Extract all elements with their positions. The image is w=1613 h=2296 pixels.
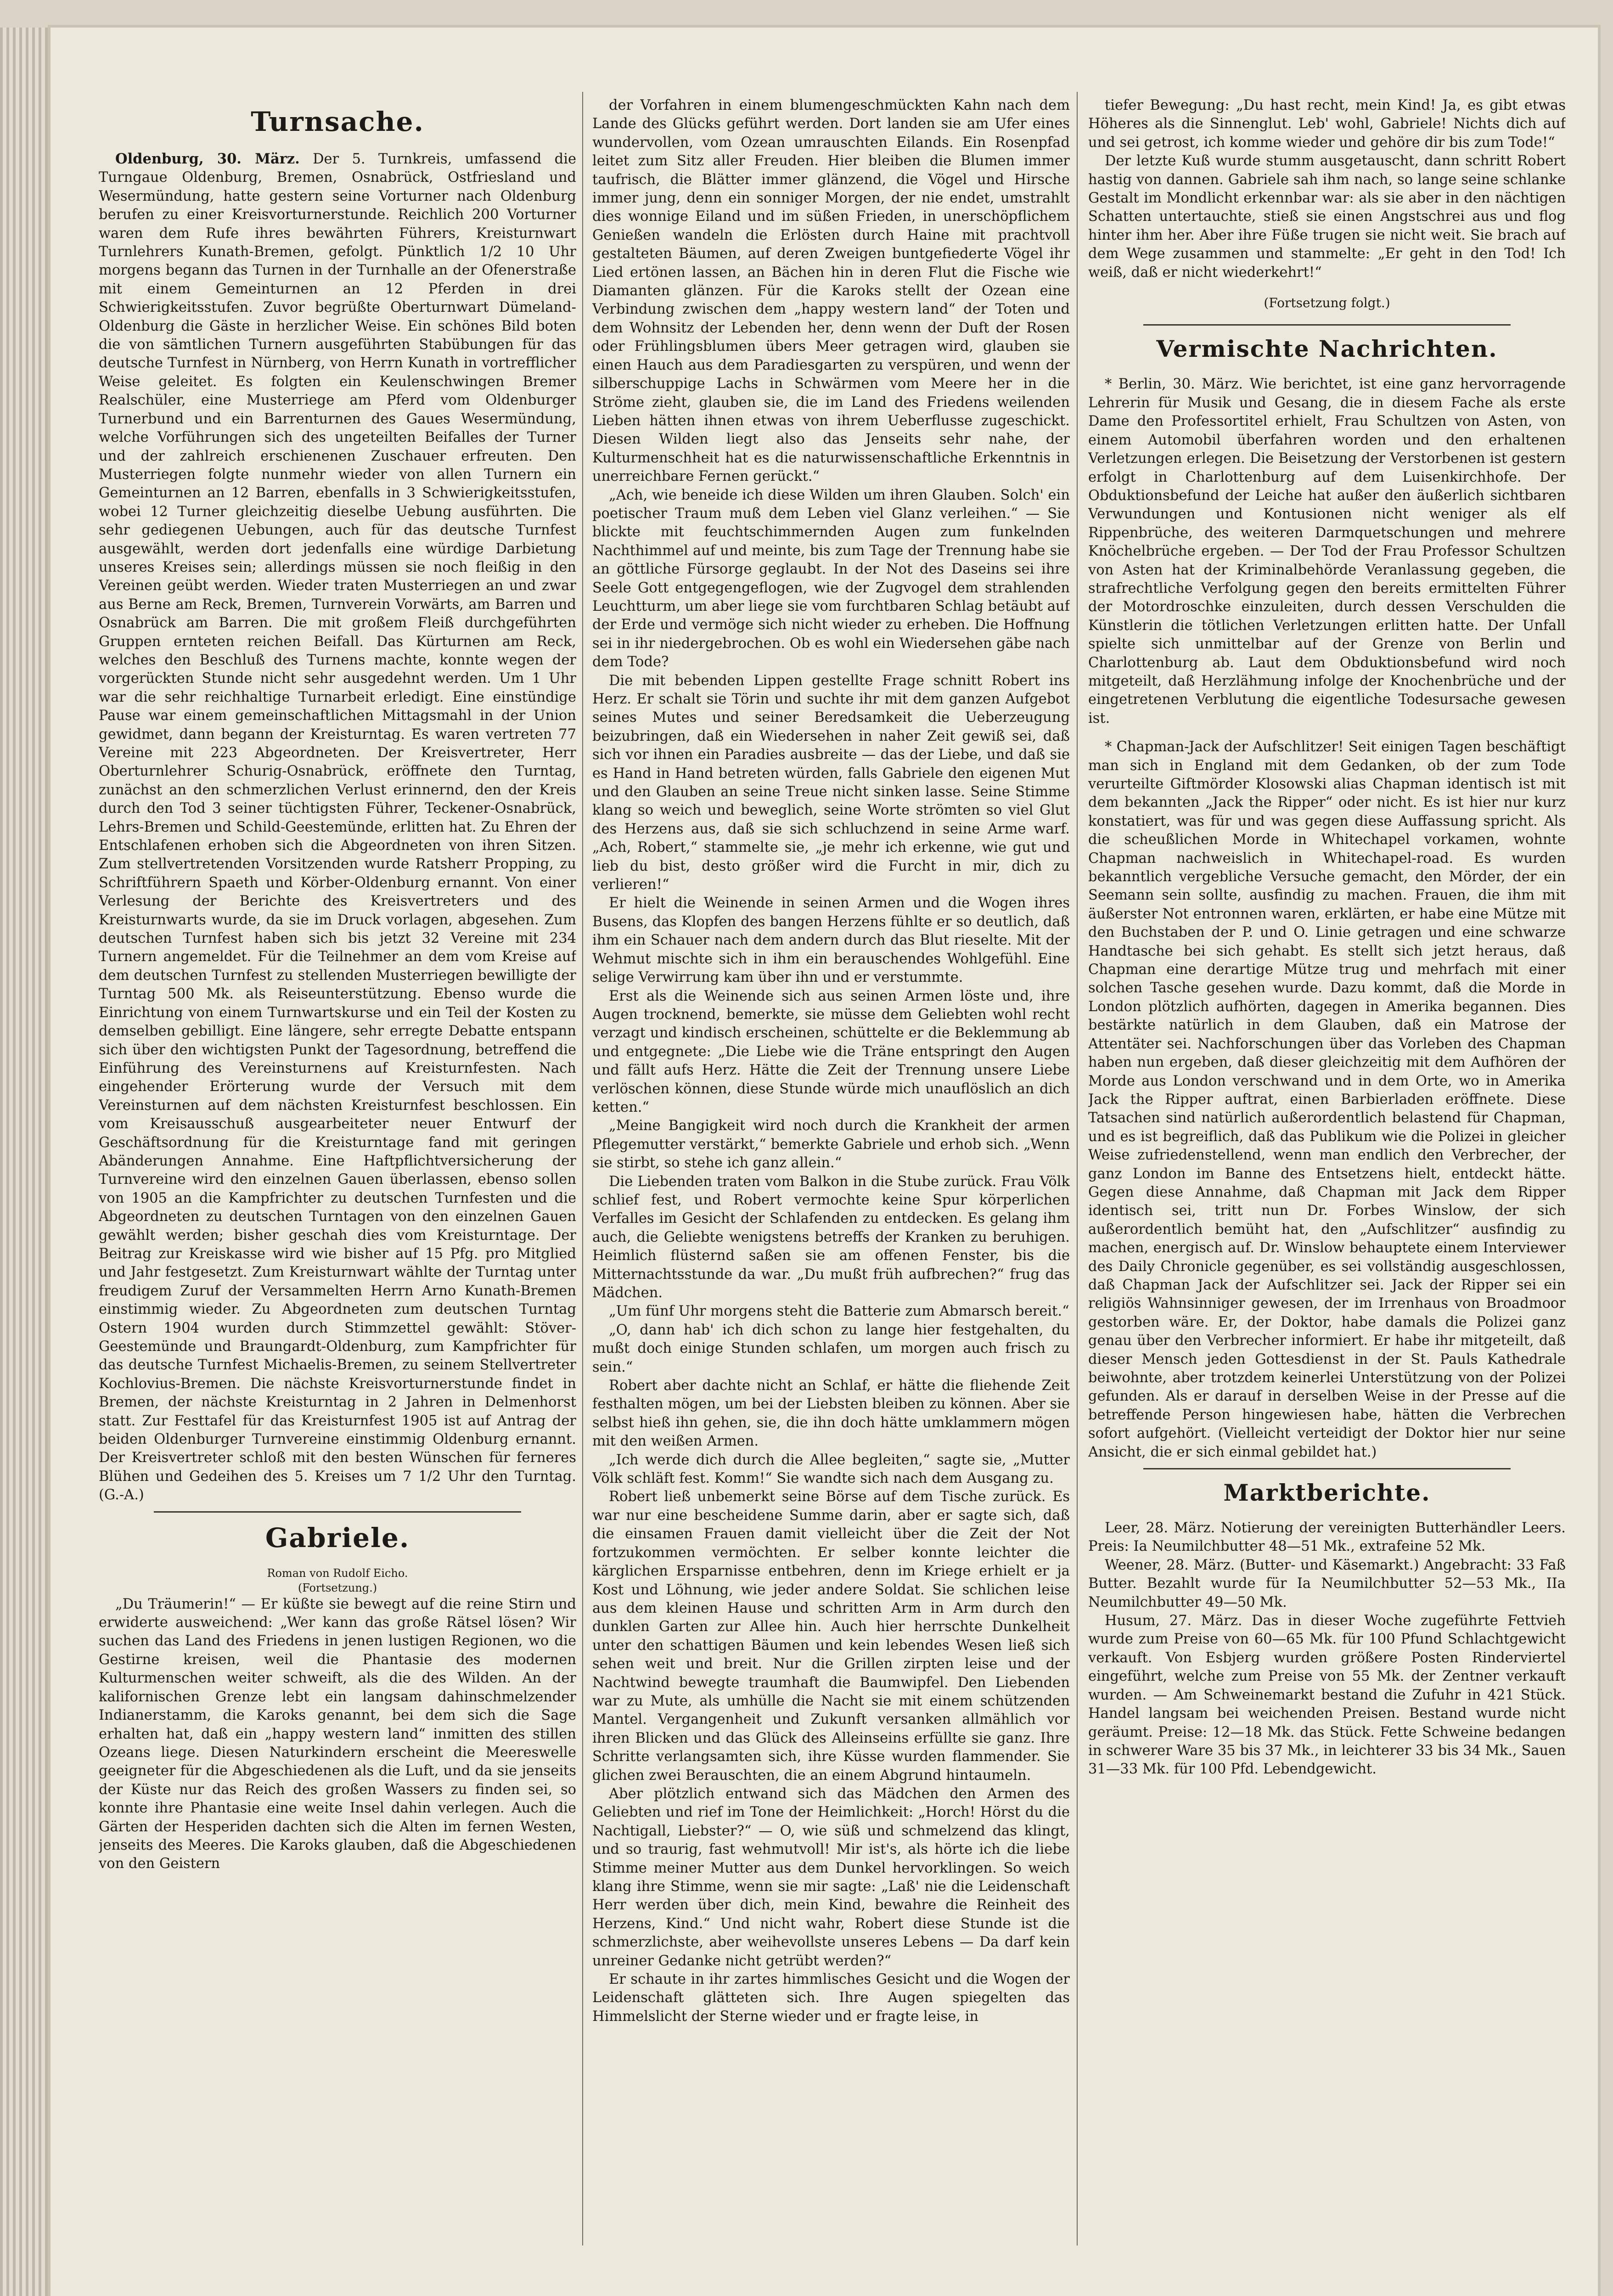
column-rule xyxy=(1077,92,1078,2245)
section-title-marktberichte: Marktberichte. xyxy=(1223,1479,1431,1507)
page-stack-edge xyxy=(0,28,51,2296)
serial-paragraph: „Ach, wie beneide ich diese Wilden um ihren Glauben. Solch' ein poetischer Traum muß dem Leben viel Glanz verleihen.“ — Sie blickte mit feuchtschimmernden Augen zum funkelnden Nachthimmel auf und meinte, bis zum Tage der Trennung habe sie an göttliche Fürsorge geglaubt. In der Not des Daseins sei ihre Seele Gott entgegengeflogen, wie der Zugvogel dem strahlenden Leuchtturm, um aber liege sie vom furchtbaren Schlag betäubt auf der Erde und vermöge sich nicht wieder zu erheben. Die Hoffnung sei in ihr niedergebrochen. Ob es wohl ein Wiedersehen gäbe nach dem Tode? xyxy=(592,487,1070,670)
serial-subtitle: Roman von Rudolf Eicho. xyxy=(267,1566,408,1580)
serial-paragraph: „Um fünf Uhr morgens steht die Batterie zum Abmarsch bereit.“ xyxy=(609,1303,1069,1320)
serial-paragraph: Der letzte Kuß wurde stumm ausgetauscht, dann schritt Robert hastig von dannen. Gabriele sah ihm nach, so lange seine schlanke Gestalt im Mondlicht erkennbar war: als sie aber in den nächtigen Schatten untertauchte, stieß sie einen Angstschrei aus und flog hinter ihm her. Aber ihre Füße trugen sie nicht weit. Sie brach auf dem Wege zusammen und stammelte: „Er geht in den Tod! Ich weiß, daß er nicht wiederkehrt!“ xyxy=(1088,153,1566,281)
serial-paragraph: „Du Träumerin!“ — Er küßte sie bewegt auf die reine Stirn und erwiderte ausweichend: „Wer kann das große Rätsel lösen? Wir suchen das Land des Friedens in jenen lustigen Regionen, wo die Gestirne kreisen, weil die Phantasie des modernen Kulturmenschen weiter schweift, als die des Wilden. An der kalifornischen Grenze lebt ein langsam dahinschmelzender Indianerstamm, die Karoks genannt, bei dem sich die Sage erhalten hat, daß ein „happy western land“ inmitten des stillen Ozeans liege. Diesen Naturkindern erscheint die Meereswelle geeigneter für die Abgeschiedenen als die Luft, und da sie jenseits der Küste nur das Reich des großen Wassers zu finden sei, so konnte ihre Phantasie eine weite Insel dahin verlegen. Auch die Gärten der Hesperiden dachten sich die Alten im fernen Westen, jenseits des Meeres. Die Karoks glauben, daß die Abgeschiedenen von den Geistern xyxy=(99,1596,576,1872)
serial-paragraph: Die Liebenden traten vom Balkon in die Stube zurück. Frau Völk schlief fest, und Robert vermochte keine Spur körperlichen Verfalles im Gesicht der Schlafenden zu entdecken. Es gelang ihm auch, die Geliebte wenigstens betreffs der Kranken zu beruhigen. Heimlich flüsternd saßen sie am offenen Fenster, bis die Mitternachtsstunde da war. „Du mußt früh aufbrechen?“ frug das Mädchen. xyxy=(592,1173,1070,1301)
market-item-weener: Weener, 28. März. (Butter- und Käsemarkt.) Angebracht: 33 Faß Butter. Bezahlt wurde für Ia Neumilchbutter 52—53 Mk., IIa Neumilchbutter 49—50 Mk. xyxy=(1088,1557,1566,1610)
serial-paragraph: Er schaute in ihr zartes himmlisches Gesicht und die Wogen der Leidenschaft glätteten sich. Ihre Augen spiegelten das Himmelslicht der Sterne wieder und er fragte leise, in xyxy=(592,1971,1070,2025)
separator xyxy=(1143,324,1511,326)
serial-title-gabriele: Gabriele. xyxy=(265,1522,410,1553)
separator xyxy=(1143,1468,1511,1469)
section-title-vermischte: Vermischte Nachrichten. xyxy=(1156,335,1498,363)
column-1 xyxy=(99,106,576,2241)
news-item-berlin: * Berlin, 30. März. Wie berichtet, ist eine ganz hervorragende Lehrerin für Musik und Gesang, die in diesem Fache als erste Dame den Professortitel erhielt, Frau Schultzen von Asten, von einem Automobil überfahren worden und den erhaltenen Verletzungen erlegen. Die Beisetzung der Verstorbenen ist gestern erfolgt in Charlottenburg auf dem Luisenkirchhofe. Der Obduktionsbefund der Leiche hat außer den äußerlich sichtbaren Verwundungen und Kontusionen nicht weniger als elf Rippenbrüche, des weiteren Darmquetschungen und mehrere Knöchelbrüche ergeben. — Der Tod der Frau Professor Schultzen von Asten hat der Kriminalbehörde Veranlassung gegeben, die strafrechtliche Verfolgung gegen den bereits ermittelten Führer der Motordroschke einzuleiten, durch dessen Verschulden die Künstlerin die tötlichen Verletzungen erlitten hatte. Der Unfall spielte sich unmittelbar auf der Grenze von Berlin und Charlottenburg ab. Laut dem Obduktionsbefund wird noch mitgeteilt, daß Herzlähmung infolge der Knochenbrüche und der eingetretenen Verblutung die eigentliche Todesursache gewesen ist. xyxy=(1088,376,1566,726)
turnsache-article xyxy=(99,150,576,1505)
serial-paragraph: Aber plötzlich entwand sich das Mädchen den Armen des Geliebten und rief im Tone der Heimlichkeit: „Horch! Hörst du die Nachtigall, Liebster?“ — O, wie süß und schmelzend das klingt, und so traurig, fast wehmutvoll! Mir ist's, als hörte ich die liebe Stimme meiner Mutter aus dem Dunkel hervorklingen. So weich klang ihre Stimme, wenn sie mir sagte: „Laß' nie die Leidenschaft Herr werden über dich, mein Kind, bewahre die Reinheit des Herzens, Kind.“ Und nicht wahr, Robert diese Stunde ist die schmerzlichste, aber weihevollste unseres Lebens — Da darf kein unreiner Gedanke nicht getrübt werden?“ xyxy=(592,1785,1070,1969)
serial-paragraph: Er hielt die Weinende in seinen Armen und die Wogen ihres Busens, das Klopfen des bangen Herzens fühlte er so deutlich, daß ihm ein Schauer nach dem andern durch das Blut rieselte. Mit der Wehmut mischte sich in ihm ein berauschendes Wohlgefühl. Eine selige Verwirrung kam über ihn und er verstummte. xyxy=(592,895,1070,986)
column-rule xyxy=(582,92,583,2245)
serial-paragraph: Die mit bebenden Lippen gestellte Frage schnitt Robert ins Herz. Er schalt sie Törin und suchte ihr mit dem ganzen Aufgebot seines Mutes und seiner Beredsamkeit die Ueberzeugung beizubringen, daß ein Wiedersehen in naher Zeit gewiß sei, daß sich vor ihnen ein Paradies ausbreite — das der Liebe, und daß sie es Hand in Hand betreten würden, falls Gabriele den eigenen Mut und den Glauben an seine Treue nicht sinken lasse. Seine Stimme klang so weich und beweglich, seine Worte strömten so viel Glut des Herzens aus, daß sie sich schluchzend in seine Arme warf. „Ach, Robert,“ stammelte sie, „je mehr ich erkenne, wie gut und lieb du bist, desto größer wird die Furcht in mir, dich zu verlieren!“ xyxy=(592,672,1070,893)
market-item-husum: Husum, 27. März. Das in dieser Woche zugeführte Fettvieh wurde zum Preise von 60—65 Mk. für 100 Pfund Schlachtgewicht verkauft. Von Esbjerg wurden größere Posten Rinderviertel eingeführt, welche zum Preise von 55 Mk. der Zentner verkauft wurden. — Am Schweinemarkt bestand die Zufuhr in 421 Stück. Handel langsam bei weichenden Preisen. Bestand wurde nicht geräumt. Preise: 12—18 Mk. das Stück. Fette Schweine bedangen in schwerer Ware 35 bis 37 Mk., in leichterer 33 bis 34 Mk., Sauen 31—33 Mk. für 100 Pfd. Lebendgewicht. xyxy=(1088,1613,1566,1778)
serial-paragraph: der Vorfahren in einem blumengeschmückten Kahn nach dem Lande des Glücks geführt werden. Dort landen sie am Ufer eines wundervollen, vom Ozean umrauschten Eilands. Ein Rosenpfad leitet zum Sitz aller Freuden. Hier bleiben die Blumen immer taufrisch, die Blätter immer glänzend, die Vögel und Hirsche immer jung, denn ein sonniger Morgen, der nie endet, umstrahlt dies wonnige Eiland und im süßen Frieden, in unerschöpflichem Genießen wandeln die Erlösten durch Haine mit prachtvoll gestalteten Bäumen, auf deren Zweigen buntgefiederte Vögel ihr Lied ertönen lassen, an Bächen hin in deren Flut die Fische wie Diamanten glänzen. Für die Karoks stellt der Ozean eine Verbindung zwischen dem „happy western land“ der Toten und dem Wohnsitz der Lebenden her, denn wenn der Duft der Rosen oder Frühlingsblumen übers Meer getragen wird, glauben sie einen Hauch aus dem Paradiesgarten zu verspüren, und wenn der silberschuppige Lachs in Schwärmen vom Meere her in die Ströme zieht, glauben sie, die im Land des Friedens weilenden Lieben hätten ihnen etwas von ihrem Ueberflusse zugeschickt. Diesen Wilden liegt also das Jenseits sehr nahe, der Kulturmenschheit hat es die naturwissenschaftliche Erkenntnis in unerreichbare Fernen gerückt.“ xyxy=(592,97,1070,485)
serial-paragraph: tiefer Bewegung: „Du hast recht, mein Kind! Ja, es gibt etwas Höheres als die Sinnenglut. Leb' wohl, Gabriele! Nichts dich auf und sei getrost, ich komme wieder und gehöre dir bis zum Tode!“ xyxy=(1088,97,1566,151)
section-title-turnsache: Turnsache. xyxy=(251,106,424,137)
market-item-leer: Leer, 28. März. Notierung der vereinigten Butterhändler Leers. Preis: Ia Neumilchbutter 48—51 Mk., extrafeine 52 Mk. xyxy=(1088,1520,1566,1555)
serial-paragraph: Erst als die Weinende sich aus seinen Armen löste und, ihre Augen trocknend, bemerkte, sie müsse dem Geliebten wohl recht verzagt und kindisch erscheinen, schüttelte er die Beklemmung ab und entgegnete: „Die Liebe wie die Träne entspringt den Augen und fällt aufs Herz. Hätte die Zeit der Trennung unsere Liebe verlöschen können, diese Stunde würde mich unauflöslich an dich ketten.“ xyxy=(592,988,1070,1115)
serial-paragraph: „O, dann hab' ich dich schon zu lange hier festgehalten, du mußt doch einige Stunden schlafen, um morgen auch frisch zu sein.“ xyxy=(592,1322,1070,1375)
serial-paragraph: „Ich werde dich durch die Allee begleiten,“ sagte sie, „Mutter Völk schläft fest. Komm!“ Sie wandte sich nach dem Ausgang zu. xyxy=(592,1452,1070,1487)
serial-continuation-note: (Fortsetzung folgt.) xyxy=(1264,295,1390,311)
serial-paragraph: Robert ließ unbemerkt seine Börse auf dem Tische zurück. Es war nur eine bescheidene Summe darin, aber er sagte sich, daß die einsamen Frauen damit vielleicht über die Zeit der Not fortzukommen vermöchten. Er selber konnte leichter die kärglichen Ersparnisse entbehren, denn im Kriege erhielt er ja Kost und Löhnung, wie jeder andere Soldat. Sie schlichen leise aus dem kleinen Hause und schritten Arm in Arm durch den dunklen Garten zur Allee hin. Auch hier herrschte Dunkelheit unter den schattigen Bäumen und kein lebendes Wesen ließ sich sehen weit und breit. Nur die Grillen zirpten leise und der Nachtwind bewegte traumhaft die Baumwipfel. Den Liebenden war zu Mute, als umhülle die Nacht sie mit einem schützenden Mantel. Vergangenheit und Zukunft versanken allmählich vor ihren Blicken und das Glück des Alleinseins erfüllte sie ganz. Ihre Schritte verlangsamten sich, ihre Küsse wurden flammender. Sie glichen zwei Berauschten, die an einem Abgrund hintaumeln. xyxy=(592,1489,1070,1784)
serial-paragraph: Robert aber dachte nicht an Schlaf, er hätte die fliehende Zeit festhalten mögen, um bei der Liebsten bleiben zu können. Aber sie selbst hieß ihn gehen, sie, die ihn doch hätte umklammern mögen mit den weißen Armen. xyxy=(592,1378,1070,1450)
column-2 xyxy=(592,96,1070,2232)
separator xyxy=(154,1511,521,1513)
news-item-chapman: * Chapman-Jack der Aufschlitzer! Seit einigen Tagen beschäftigt man sich in England mit dem Gedanken, ob der zum Tode verurteilte Giftmörder Klosowski alias Chapman identisch ist mit dem bekannten „Jack the Ripper“ oder nicht. Es ist hier nur kurz konstatiert, was für und was gegen diese Auffassung spricht. Als die scheußlichen Morde in Whitechapel vorkamen, wohnte Chapman nachweislich in Whitechapel-road. Es wurden bekanntlich vergebliche Versuche gemacht, den Mörder, der ein Seemann sein sollte, ausfindig zu machen. Frauen, die ihm mit äußerster Not entronnen waren, erklärten, er habe eine Mütze mit den Buchstaben der P. und O. Linie getragen und eine schwarze Handtasche bei sich gehabt. Es stellt sich jetzt heraus, daß Chapman eine derartige Mütze trug und mehrfach mit einer solchen Tasche gesehen wurde. Dazu kommt, daß die Morde in London plötzlich aufhörten, dagegen in Amerika begannen. Dies bestärkte natürlich in dem Glauben, daß ein Matrose der Attentäter sei. Nachforschungen über das Vorleben des Chapman haben nun ergeben, daß dieser gleichzeitig mit dem Aufhören der Morde aus London verschwand und in dem Orte, wo in Amerika Jack the Ripper auftrat, einen Barbierladen eröffnete. Diese Tatsachen sind natürlich außerordentlich belastend für Chapman, und es ist begreiflich, daß das Publikum wie die Polizei in gleicher Weise zufriedenstellend, wenn man endlich den Verbrecher, der ganz London im Banne des Entsetzens hielt, entdeckt hätte. Gegen diese Annahme, daß Chapman mit Jack dem Ripper identisch sei, tritt nun Dr. Forbes Winslow, der sich außerordentlich bemüht hat, den „Aufschlitzer“ ausfindig zu machen, energisch auf. Dr. Winslow behauptete einem Interviewer des Daily Chronicle gegenüber, es sei vollständig ausgeschlossen, daß Chapman Jack der Aufschlitzer sei. Jack der Ripper sei ein religiös Wahnsinniger gewesen, der im Irrenhaus von Broadmoor gestorben wäre. Er, der Doktor, habe damals die Polizei ganz genau über den Verbrecher informiert. Er habe ihr mitgeteilt, daß dieser Mensch jeden Gottesdienst in der St. Pauls Kathedrale beiwohnte, aber trotzdem keinerlei Unterstützung von der Polizei gefunden. Als er darauf in derselben Weise in der Presse auf die betreffende Person hingewiesen habe, hätten die Verbrechen sofort aufgehört. (Vielleicht verteidigt der Doktor hier nur seine Ansicht, die er sich einmal gebildet hat.) xyxy=(1088,739,1566,1460)
serial-continued: (Fortsetzung.) xyxy=(298,1581,377,1594)
serial-paragraph: „Meine Bangigkeit wird noch durch die Krankheit der armen Pflegemutter verstärkt,“ bemerkte Gabriele und erhob sich. „Wenn sie stirbt, so stehe ich ganz allein.“ xyxy=(592,1118,1070,1171)
turnsache-body: Der 5. Turnkreis, umfassend die Turngaue Oldenburg, Bremen, Osnabrück, Ostfriesland und Wesermündung, hatte gestern seine Vorturner nach Oldenburg berufen zu einer Kreisvorturnerstunde. Reichlich 200 Vorturner waren dem Rufe ihres bewährten Führers, Kreisturnwart Turnlehrers Kunath-Bremen, gefolgt. Pünktlich 1/2 10 Uhr morgens begann das Turnen in der Turnhalle an der Ofenerstraße mit einem Gemeinturnen an 12 Pferden in drei Schwierigkeitsstufen. Zuvor begrüßte Oberturnwart Dümeland-Oldenburg die Gäste in herzlicher Weise. Ein schönes Bild boten die von sämtlichen Turnern ausgeführten Stabübungen für das deutsche Turnfest in Nürnberg, von Herrn Kunath in vortrefflicher Weise geleitet. Es folgten ein Keulenschwingen Bremer Realschüler, eine Musterriege am Pferd vom Oldenburger Turnerbund und ein Barrenturnen des Gaues Wesermündung, welche Vorführungen sich des ungeteilten Beifalles der Turner und der zahlreich erschienenen Zuschauer erfreuten. Den Musterriegen folgte nunmehr wieder von allen Turnern ein Gemeinturnen an 12 Barren, ebenfalls in 3 Schwierigkeitsstufen, wobei 12 Turner gleichzeitig dieselbe Uebung ausführten. Die sehr gediegenen Uebungen, auch für das deutsche Turnfest ausgewählt, werden dort jedenfalls eine würdige Darbietung unseres Kreises sein; allerdings müssen sie noch fleißig in den Vereinen geübt werden. Wieder traten Musterriegen an und zwar aus Berne am Reck, Bremen, Turnverein Vorwärts, am Barren und Osnabrück am Barren. Die mit großem Fleiß durchgeführten Gruppen ernteten reichen Beifall. Das Kürturnen am Reck, welches den Beschluß des Turnens machte, konnte wegen der vorgerückten Stunde nicht sehr ausgedehnt werden. Um 1 Uhr war die sehr reichhaltige Turnarbeit erledigt. Eine einstündige Pause war einem gemeinschaftlichen Mittagsmahl in der Union gewidmet, dann begann der Kreisturntag. Es waren vertreten 77 Vereine mit 223 Abgeordneten. Der Kreisvertreter, Herr Oberturnlehrer Schurig-Osnabrück, eröffnete den Turntag, zunächst an den schmerzlichen Verlust erinnernd, den der Kreis durch den Tod 3 seiner tüchtigsten Führer, Teckener-Osnabrück, Lehrs-Bremen und Schild-Geestemünde, erlitten hat. Zu Ehren der Entschlafenen erhoben sich die Abgeordneten von ihren Sitzen. Zum stellvertretenden Vorsitzenden wurde Ratsherr Propping, zu Schriftführern Spaeth und Körber-Oldenburg ernannt. Von einer Verlesung der Berichte des Kreisvertreters und des Kreisturnwarts wurde, da sie im Druck vorlagen, abgesehen. Zum deutschen Turnfest haben sich bis jetzt 32 Vereine mit 234 Turnern angemeldet. Für die Teilnehmer an dem vom Kreise auf dem deutschen Turnfest zu stellenden Musterriegen bewilligte der Turntag 500 Mk. als Reiseunterstützung. Ebenso wurde die Einrichtung von einem Turnwartskurse und ein Teil der Kosten zu demselben gebilligt. Eine längere, sehr erregte Debatte entspann sich über den wichtigsten Punkt der Tagesordnung, betreffend die Einführung des Vereinsturnens auf Kreisturnfesten. Nach eingehender Erörterung wurde der Versuch mit dem Vereinsturnen auf dem nächsten Kreisturnfest beschlossen. Ein vom Kreisausschuß ausgearbeiteter neuer Entwurf der Geschäftsordnung für die Kreisturntage fand mit geringen Abänderungen Annahme. Eine Haftpflichtversicherung der Turnvereine wird den einzelnen Gauen überlassen, ebenso sollen von 1905 an die Kampfrichter zu deutschen Turnfesten und die Abgeordneten zu deutschen Turntagen von den einzelnen Gauen gewählt werden; bisher geschah dies vom Kreisturntage. Der Beitrag zur Kreiskasse wird wie bisher auf 15 Pfg. pro Mitglied und Jahr festgesetzt. Zum Kreisturnwart wählte der Turntag unter freudigem Zuruf der Versammelten Herrn Arno Kunath-Bremen einstimmig wieder. Zu Abgeordneten zum deutschen Turntag Ostern 1904 wurden durch Stimmzettel gewählt: Stöver-Geestemünde und Braungardt-Oldenburg, zum Kampfrichter für das deutsche Turnfest Michaelis-Bremen, zu seinem Stellvertreter Kochlovius-Bremen. Die nächste Kreisvorturnerstunde findet in Bremen, der nächste Kreisturntag in 2 Jahren in Delmenhorst statt. Zur Festtafel für das Kreisturnfest 1905 ist auf Antrag der beiden Oldenburger Turnvereine einstimmig Oldenburg ernannt. Der Kreisvertreter schloß mit den besten Wünschen für ferneres Blühen und Gedeihen des 5. Kreises um 7 1/2 Uhr den Turntag. (G.-A.) xyxy=(99,151,576,1503)
column-3 xyxy=(1088,96,1566,2232)
dateline: Oldenburg, 30. März. xyxy=(115,151,300,167)
